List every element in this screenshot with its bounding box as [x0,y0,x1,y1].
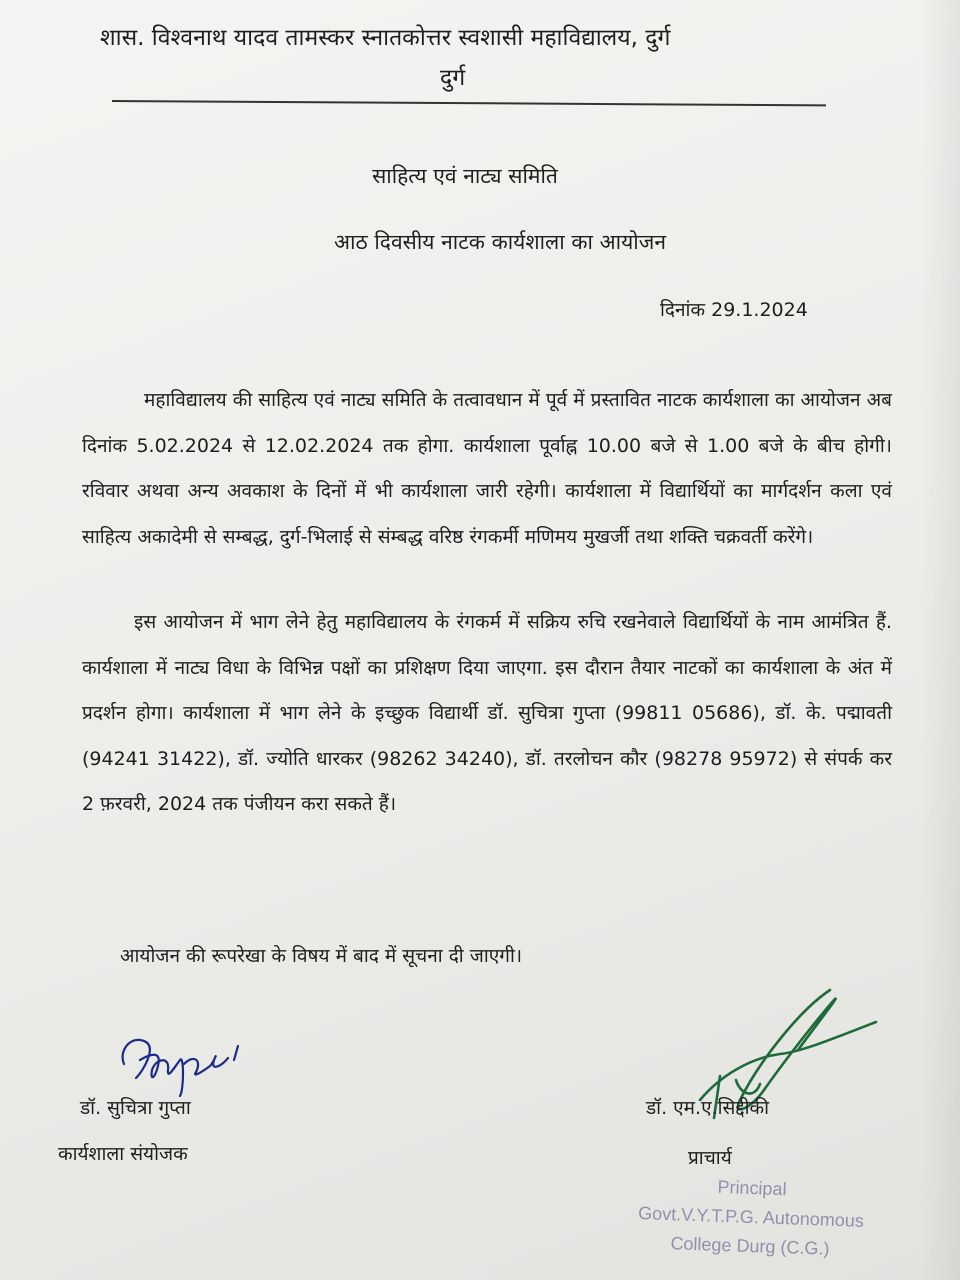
body-paragraph-3: आयोजन की रूपरेखा के विषय में बाद में सूचना दी जाएगी। [120,945,523,967]
stamp-line-2: Govt.V.Y.T.P.G. Autonomous [637,1203,865,1231]
body-paragraph-2: इस आयोजन में भाग लेने हेतु महाविद्यालय के रंगकर्म में सक्रिय रुचि रखनेवाले विद्यार्थियों के नाम आमंत्रित हैं. कार्यशाला में नाट्य विधा के विभिन्न पक्षों का प्रशिक्षण दिया जाएगा. इस दौरान तैयार नाटकों का कार्यशाला के अंत में प्रदर्शन होगा। कार्यशाला में भाग लेने के इच्छुक विद्यार्थी डॉ. सुचित्रा गुप्ता (99811 05686), डॉ. के. पद्मावती (94241 31422), डॉ. ज्योति धारकर (98262 34240), डॉ. तरलोचन कौर (98278 95972) से संपर्क कर 2 फ़रवरी, 2024 तक पंजीयन करा सकते हैं। [82,611,892,815]
convener-role: कार्यशाला संयोजक [58,1143,188,1165]
notice-date: दिनांक 29.1.2024 [660,299,808,321]
college-city: दुर्ग [440,65,466,91]
principal-role: प्राचार्य [688,1147,732,1169]
convener-name: डॉ. सुचित्रा गुप्ता [80,1097,191,1119]
body-paragraph-1: महाविद्यालय की साहित्य एवं नाट्य समिति के तत्वावधान में पूर्व में प्रस्तावित नाटक कार्यशाला का आयोजन अब दिनांक 5.02.2024 से 12.02.2024 तक होगा. कार्यशाला पूर्वाह्न 10.00 बजे से 1.00 बजे के बीच होगी। रविवार अथवा अन्य अवकाश के दिनों में भी कार्यशाला जारी रहेगी। कार्यशाला में विद्यार्थियों का मार्गदर्शन कला एवं साहित्य अकादेमी से सम्बद्ध, दुर्ग-भिलाई से संम्बद्ध वरिष्ठ रंगकर्मी मणिमय मुखर्जी तथा शक्ति चक्रवर्ती करेंगे। [82,389,892,548]
college-name-heading: शास. विश्वनाथ यादव तामस्कर स्नातकोत्तर स्वशासी महाविद्यालय, दुर्ग [100,25,671,51]
college-seal-stamp [595,1169,908,1267]
convener-signature [110,1020,260,1100]
committee-title: साहित्य एवं नाट्य समिति [372,164,558,188]
header-divider [112,100,826,106]
notice-subject: आठ दिवसीय नाटक कार्यशाला का आयोजन [334,230,666,254]
stamp-line-1: Principal [717,1176,787,1200]
principal-name: डॉ. एम.ए.सिद्दीकी [646,1097,770,1119]
paper-shadow [920,0,960,1280]
stamp-line-3: College Durg (C.G.) [670,1233,830,1259]
